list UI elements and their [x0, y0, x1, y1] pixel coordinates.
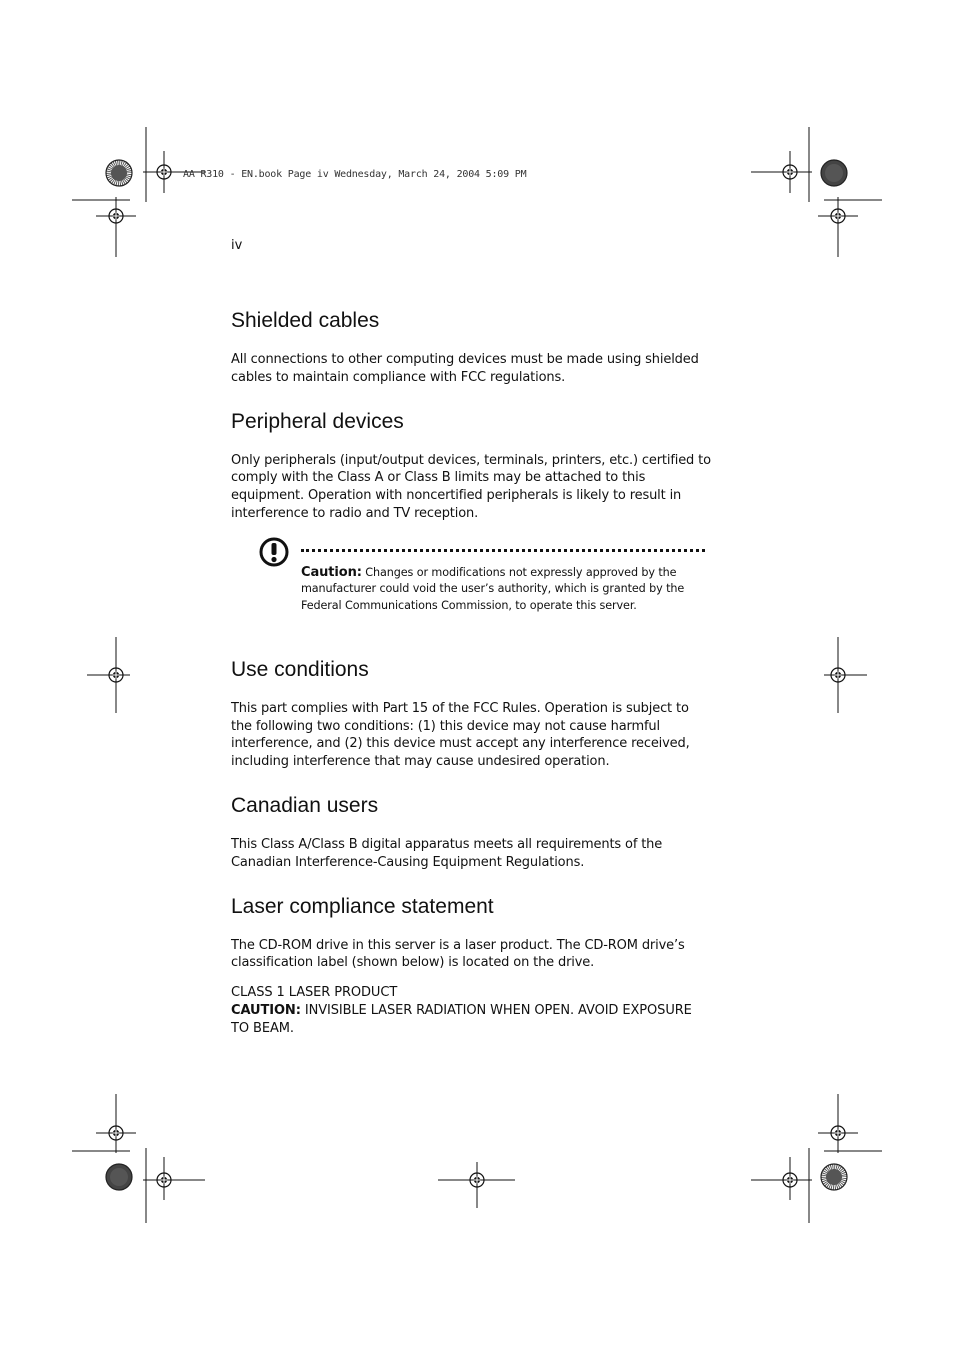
laser-label — [231, 984, 711, 1037]
caution-note — [259, 537, 711, 637]
section-shielded-cables — [231, 308, 711, 387]
laser-caution-line — [231, 1002, 711, 1038]
paragraph: The CD-ROM drive in this server is a laser product. The CD-ROM drive’s classification label (shown below) is located on the drive. — [231, 937, 685, 971]
section-canadian-users — [231, 793, 711, 872]
dotted-divider — [301, 549, 705, 552]
starburst-registration-icon — [106, 1164, 132, 1190]
laser-caution-label: CAUTION: — [231, 1002, 301, 1018]
starburst-registration-icon — [106, 160, 132, 186]
laser-caution-text: INVISIBLE LASER RADIATION WHEN OPEN. AVOID EXPOSURE TO BEAM. — [231, 1002, 692, 1036]
caution-body: Changes or modifications not expressly approved by the manufacturer could void the user’s authority, which is granted by the Federal Communications Commission, to operate this server. — [301, 565, 685, 612]
section-heading: Shielded cables — [231, 309, 380, 332]
section-heading: Use conditions — [231, 657, 369, 681]
caution-label: Caution: — [301, 564, 362, 580]
page-content — [231, 308, 711, 1038]
section-heading: Peripheral devices — [231, 409, 404, 433]
exclamation-circle-icon — [259, 537, 289, 567]
section-peripheral-devices — [231, 409, 711, 637]
section-heading: Canadian users — [231, 793, 379, 817]
starburst-registration-icon — [821, 1164, 847, 1190]
paragraph: Only peripherals (input/output devices, terminals, printers, etc.) certified to comply with the Class A or Class B limits may be attached to this equipment. Operation with noncertified peripherals is likely to result in interference to radio and TV reception. — [231, 452, 711, 521]
section-laser-compliance — [231, 894, 711, 1038]
caution-text — [301, 565, 701, 615]
page-number: iv — [231, 238, 243, 253]
paragraph: This Class A/Class B digital apparatus meets all requirements of the Canadian Interference-Causing Equipment Regulations. — [231, 836, 663, 870]
section-heading: Laser compliance statement — [231, 894, 494, 918]
starburst-registration-icon — [821, 160, 847, 186]
section-use-conditions — [231, 657, 711, 771]
print-slug: AA R310 - EN.book Page iv Wednesday, March 24, 2004 5:09 PM — [183, 169, 527, 180]
paragraph: All connections to other computing devices must be made using shielded cables to maintain compliance with FCC regulations. — [231, 352, 699, 385]
laser-class-line: CLASS 1 LASER PRODUCT — [231, 985, 398, 1001]
paragraph: This part complies with Part 15 of the FCC Rules. Operation is subject to the following two conditions: (1) this device may not cause harmful interference, and (2) this device must accept any interference received, including interference that may cause undesired operation. — [231, 700, 690, 770]
